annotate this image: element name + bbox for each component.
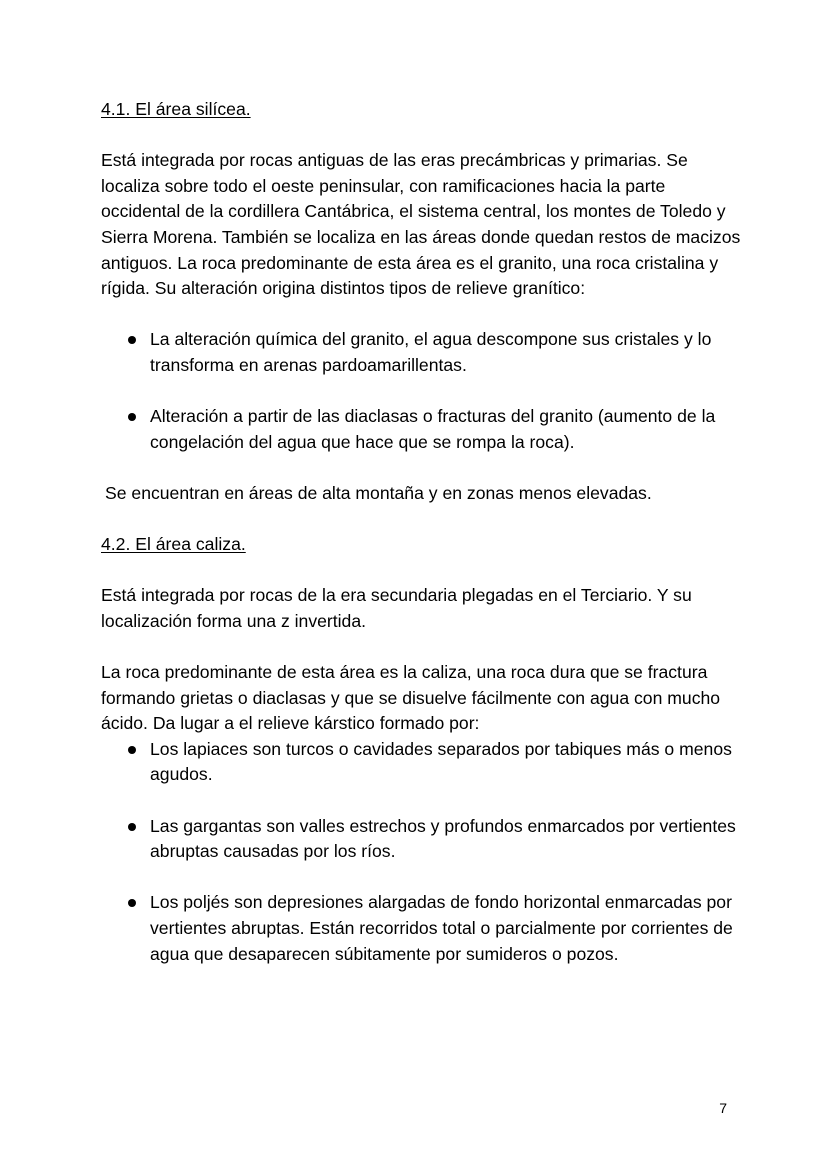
spacer: [101, 302, 741, 328]
list-item: [101, 814, 741, 865]
spacer: [101, 788, 741, 814]
spacer: [101, 558, 741, 584]
bullet-list-silicea: [101, 327, 741, 455]
bullet-list-caliza: [101, 737, 741, 967]
list-item: [101, 737, 741, 788]
list-item-text: La alteración química del granito, el agua descompone sus cristales y lo transforma en arenas pardoamarillentas.: [150, 329, 712, 375]
list-item-text: Las gargantas son valles estrechos y profundos enmarcados por vertientes abruptas causadas por los ríos.: [150, 815, 736, 862]
bullet-icon: [128, 413, 136, 421]
list-item-text: Alteración a partir de las diaclasas o fracturas del granito (aumento de la congelación del agua que hace que se rompa la roca).: [150, 406, 716, 452]
list-item: [101, 890, 741, 967]
section-paragraph-caliza: La roca predominante de esta área es la caliza, una roca dura que se fractura formando grietas o diaclasas y que se disuelve fácilmente con agua con mucho ácido. Da lugar a el relieve kárstico formado por:: [101, 662, 721, 734]
list-item-text: Los lapiaces son turcos o cavidades separados por tabiques más o menos agudos.: [150, 738, 732, 785]
bullet-icon: [128, 336, 136, 344]
bullet-icon: [128, 746, 136, 754]
spacer: [101, 379, 741, 405]
section-heading-caliza: 4.2. El área caliza.: [101, 534, 246, 555]
section-closing-silicea: Se encuentran en áreas de alta montaña y en zonas menos elevadas.: [105, 482, 652, 503]
section-intro-caliza: Está integrada por rocas de la era secundaria plegadas en el Terciario. Y su localización forma una z invertida.: [101, 585, 692, 631]
spacer: [101, 455, 741, 481]
list-item: [101, 327, 741, 378]
spacer: [101, 865, 741, 891]
spacer: [101, 507, 741, 533]
bullet-icon: [128, 823, 136, 831]
spacer: [101, 123, 741, 149]
list-item: [101, 404, 741, 455]
section-heading-silicea: 4.1. El área silícea.: [101, 99, 251, 119]
document-page: [101, 97, 741, 967]
bullet-icon: [128, 899, 136, 907]
spacer: [101, 634, 741, 660]
page-number: 7: [719, 1100, 727, 1116]
list-item-text: Los poljés son depresiones alargadas de fondo horizontal enmarcadas por vertientes abruptas. Están recorridos total o parcialmente por corrientes de agua que desaparecen súbitamente por sumideros o pozos.: [150, 892, 733, 964]
section-intro-silicea: Está integrada por rocas antiguas de las eras precámbricas y primarias. Se localiza sobre todo el oeste peninsular, con ramificaciones hacia la parte occidental de la cordillera Cantábrica, el sistema central, los montes de Toledo y Sierra Morena. También se localiza en las áreas donde quedan restos de macizos antiguos. La roca predominante de esta área es el granito, una roca cristalina y rígida. Su alteración origina distintos tipos de relieve granítico:: [101, 150, 741, 299]
